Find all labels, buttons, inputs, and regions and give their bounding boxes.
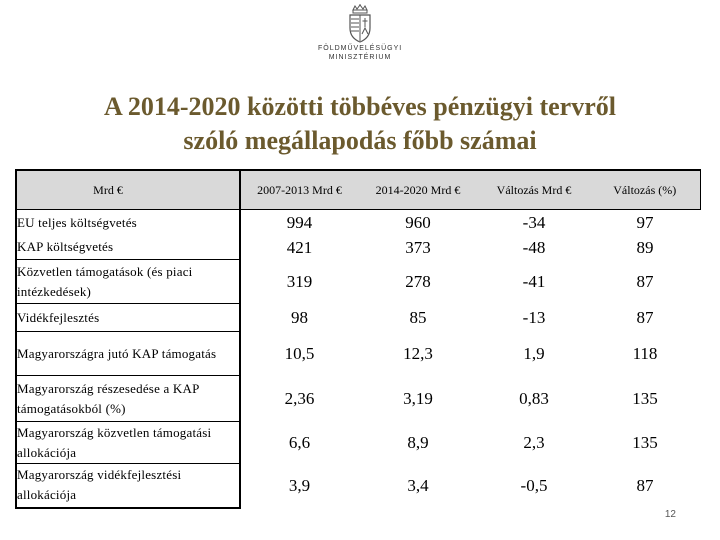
column-header-change-mrd: Változás Mrd € <box>478 170 590 210</box>
cell-change-pct: 89 <box>636 237 654 257</box>
column-header-2007-2013: 2007-2013 Mrd € <box>240 170 358 210</box>
cell-change-mrd: 0,83 <box>519 388 549 408</box>
cell-change-mrd: 2,3 <box>523 432 545 452</box>
cell-change-pct: 87 <box>636 307 654 327</box>
cell-change-pct: 135 <box>632 432 658 452</box>
table-row <box>16 304 700 332</box>
ministry-logo <box>318 4 402 70</box>
budget-table <box>15 169 701 509</box>
cell-change-pct: 87 <box>636 271 654 291</box>
table-row <box>16 464 700 508</box>
cell-change-pct: 87 <box>636 475 654 495</box>
cell-change-mrd: 1,9 <box>523 343 545 363</box>
cell-2007-2013: 319 <box>286 271 313 291</box>
cell-2014-2020: 960 <box>405 212 431 232</box>
table-header-row <box>16 170 700 210</box>
cell-change-mrd: -0,5 <box>520 475 548 495</box>
cell-change-mrd: -34 <box>522 212 546 232</box>
cell-change-pct: 135 <box>632 388 658 408</box>
column-header-unit: Mrd € <box>16 170 240 210</box>
cell-change-mrd: -13 <box>522 307 546 327</box>
cell-change-pct: 97 <box>636 212 654 232</box>
cell-2007-2013: 6,6 <box>288 432 311 452</box>
row-label: Magyarországra jutó KAP támogatás <box>16 332 240 376</box>
row-label: Magyarország részesedése a KAP támogatásokból (%) <box>16 376 240 422</box>
table-row <box>16 236 700 260</box>
cell-2014-2020: 3,19 <box>403 388 433 408</box>
cell-2007-2013: 421 <box>286 237 313 257</box>
row-label: Vidékfejlesztés <box>16 304 240 332</box>
cell-2007-2013: 994 <box>286 212 313 232</box>
table-row <box>16 422 700 464</box>
cell-change-mrd: -48 <box>522 237 546 257</box>
cell-2014-2020: 85 <box>409 307 427 327</box>
cell-2007-2013: 3,9 <box>288 475 311 495</box>
slide-title-line1: A 2014-2020 közötti többéves pénzügyi tervről <box>103 92 616 121</box>
row-label: Közvetlen támogatások (és piaci intézkedések) <box>16 260 240 304</box>
table-row <box>16 260 700 304</box>
coat-of-arms-icon <box>345 4 375 44</box>
ministry-name-line2: MINISZTÉRIUM <box>328 54 392 61</box>
cell-2014-2020: 373 <box>405 237 431 257</box>
row-label: Magyarország vidékfejlesztési allokációja <box>16 464 240 508</box>
ministry-name-line1: FÖLDMŰVELÉSÜGYI <box>318 45 403 52</box>
cell-2014-2020: 3,4 <box>407 475 429 495</box>
page-number: 12 <box>664 509 676 520</box>
cell-change-pct: 118 <box>632 343 658 363</box>
cell-2014-2020: 12,3 <box>403 343 433 363</box>
cell-2014-2020: 8,9 <box>407 432 429 452</box>
cell-2007-2013: 2,36 <box>284 388 315 408</box>
row-label: Magyarország közvetlen támogatási allokációja <box>16 422 240 464</box>
cell-change-mrd: -41 <box>522 271 546 291</box>
column-header-2014-2020: 2014-2020 Mrd € <box>358 170 478 210</box>
cell-2007-2013: 10,5 <box>284 343 315 363</box>
table-row <box>16 332 700 376</box>
cell-2014-2020: 278 <box>405 271 431 291</box>
cell-2007-2013: 98 <box>291 307 308 327</box>
table-row <box>16 210 700 236</box>
row-label: EU teljes költségvetés <box>16 210 240 236</box>
column-header-change-pct: Változás (%) <box>590 170 700 210</box>
table-row <box>16 376 700 422</box>
slide-title-line2: szóló megállapodás főbb számai <box>183 126 537 155</box>
row-label: KAP költségvetés <box>16 236 240 260</box>
